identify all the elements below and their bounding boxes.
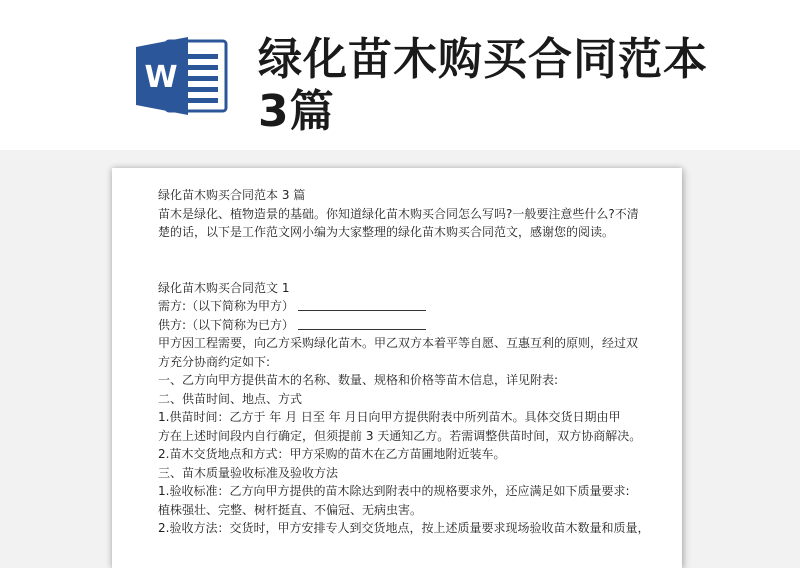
doc-line: 一、乙方向甲方提供苗木的名称、数量、规格和价格等苗木信息，详见附表: xyxy=(158,373,559,387)
fill-in-blank xyxy=(298,298,426,311)
doc-line: 二、供苗时间、地点、方式 xyxy=(158,391,303,406)
doc-line: 1.供苗时间：乙方于 年 月 日至 年 月日向甲方提供附表中所列苗木。具体交货日期由甲 xyxy=(158,410,621,424)
header-banner xyxy=(0,0,800,150)
demand-party-label: 需方:（以下简称为甲方） xyxy=(158,299,295,313)
word-icon-letter: W xyxy=(144,60,178,95)
doc-line-with-blank xyxy=(158,297,650,316)
page-title: 绿化苗木购买合同范本3篇 xyxy=(258,34,708,137)
doc-line: 楚的话，以下是工作范文网小编为大家整理的绿化苗木购买合同范文，感谢您的阅读。 xyxy=(158,225,615,239)
doc-line: 2.验收方法：交货时，甲方安排专人到交货地点，按上述质量要求现场验收苗木数量和质量， xyxy=(158,521,650,535)
word-document-icon xyxy=(136,37,228,115)
doc-line: 2.苗木交货地点和方式：甲方采购的苗木在乙方苗圃地附近装车。 xyxy=(158,447,506,461)
doc-line: 1.验收标准：乙方向甲方提供的苗木除达到附表中的规格要求外，还应满足如下质量要求: xyxy=(158,484,630,498)
fill-in-blank xyxy=(298,317,426,330)
doc-line-with-blank xyxy=(158,316,650,335)
doc-line: 三、苗木质量验收标准及验收方法 xyxy=(158,465,339,480)
document-body xyxy=(158,186,650,538)
supply-party-label: 供方:（以下简称为已方） xyxy=(158,317,295,332)
doc-line: 植株强壮、完整、树杆挺直、不偏冠、无病虫害。 xyxy=(158,502,423,517)
doc-line: 甲方因工程需要，向乙方采购绿化苗木。甲乙双方本着平等自愿、互惠互利的原则，经过双 xyxy=(158,336,639,350)
doc-line: 方充分协商约定如下: xyxy=(158,354,271,369)
document-page xyxy=(112,168,682,568)
doc-line: 苗木是绿化、植物造景的基础。你知道绿化苗木购买合同怎么写吗?一般要注意些什么?不清 xyxy=(158,206,639,221)
doc-line: 方在上述时间段内自行确定，但须提前 3 天通知乙方。若需调整供苗时间，双方协商解决。 xyxy=(158,428,642,443)
doc-line: 绿化苗木购买合同范本 3 篇 xyxy=(158,188,306,202)
doc-line: 绿化苗木购买合同范文 1 xyxy=(158,280,290,295)
